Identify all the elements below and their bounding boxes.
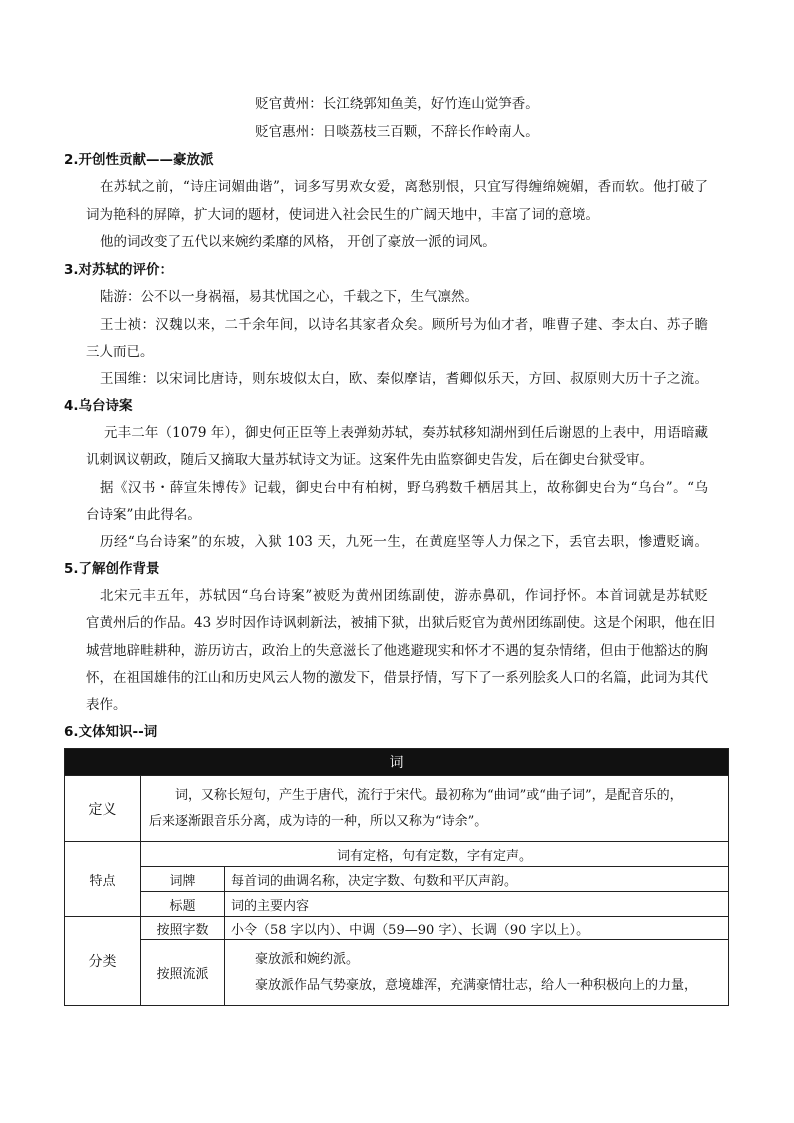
section-3-heading: 3.对苏轼的评价： bbox=[64, 262, 174, 278]
section-4-para-2-line-2: 台诗案”由此得名。 bbox=[86, 507, 201, 523]
by-school-line-1: 豪放派和婉约派。 bbox=[255, 951, 360, 967]
wang-shizhen-quote-line-2: 三人而已。 bbox=[86, 344, 154, 360]
cipai-label: 词牌 bbox=[141, 867, 225, 892]
features-label: 特点 bbox=[65, 842, 141, 917]
classification-label: 分类 bbox=[65, 917, 141, 1006]
by-length-label: 按照字数 bbox=[141, 917, 225, 940]
section-4-heading: 4.乌台诗案 bbox=[64, 398, 133, 414]
section-4-para-3: 历经“乌台诗案”的东坡，入狱 103 天，九死一生，在黄庭坚等人力保之下，丢官去职，惨遭贬谪。 bbox=[100, 534, 708, 550]
definition-line-2: 后来逐渐跟音乐分离，成为诗的一种，所以又称为“诗余”。 bbox=[149, 813, 488, 829]
section-5-line-1: 北宋元丰五年，苏轼因“乌台诗案”被贬为黄州团练副使，游赤鼻矶，作词抒怀。本首词就是苏轼贬 bbox=[100, 588, 708, 604]
section-5-line-5: 表作。 bbox=[86, 697, 127, 713]
by-school-line-2: 豪放派作品气势豪放，意境雄浑，充满豪情壮志，给人一种积极向上的力量， bbox=[255, 977, 698, 993]
section-4-para-2-line-1: 据《汉书・薛宣朱博传》记载，御史台中有柏树，野乌鸦数千栖居其上，故称御史台为“乌台”。“乌 bbox=[100, 480, 708, 496]
section-5-line-3: 城营地辟畦耕种，游历访古，政治上的失意滋长了他逃避现实和怀才不遇的复杂情绪，但由于他豁达的胸 bbox=[86, 643, 708, 659]
section-4-para-1-line-2: 讥刺讽议朝政，随后又摘取大量苏轼诗文为证。这案件先由监察御史告发，后在御史台狱受审。 bbox=[86, 452, 653, 468]
section-2-heading: 2.开创性贡献——豪放派 bbox=[64, 152, 214, 168]
by-school-cell bbox=[225, 940, 729, 1006]
section-5-heading: 5.了解创作背景 bbox=[64, 561, 160, 577]
exile-huangzhou-line: 贬官黄州：长江绕郭知鱼美，好竹连山觉笋香。 bbox=[255, 96, 539, 112]
by-length-value: 小令（58 字以内）、中调（59—90 字）、长调（90 字以上）。 bbox=[225, 917, 729, 940]
title-label: 标题 bbox=[141, 892, 225, 917]
exile-huizhou-line: 贬官惠州：日啖荔枝三百颗，不辞长作岭南人。 bbox=[255, 124, 539, 140]
definition-line-1: 词，又称长短句，产生于唐代，流行于宋代。最初称为“曲词”或“曲子词”，是配音乐的， bbox=[175, 787, 683, 803]
features-summary: 词有定格，句有定数，字有定声。 bbox=[141, 842, 729, 867]
section-4-para-1-line-1: 元丰二年（1079 年），御史何正臣等上表弹劾苏轼，奏苏轼移知湖州到任后谢恩的上表中，用语暗藏 bbox=[104, 425, 708, 441]
wang-shizhen-quote-line-1: 王士祯：汉魏以来，二千余年间，以诗名其家者众矣。顾所号为仙才者，唯曹子建、李太白、苏子瞻 bbox=[100, 317, 708, 333]
ci-knowledge-table bbox=[64, 748, 729, 1006]
section-2-para-2: 他的词改变了五代以来婉约柔靡的风格， 开创了豪放一派的词风。 bbox=[100, 234, 496, 250]
section-6-heading: 6.文体知识--词 bbox=[64, 724, 158, 740]
section-2-para-1-line-2: 词为艳科的屏障，扩大词的题材，使词进入社会民生的广阔天地中，丰富了词的意境。 bbox=[86, 207, 599, 223]
cipai-value: 每首词的曲调名称，决定字数、句数和平仄声韵。 bbox=[225, 867, 729, 892]
lu-you-quote: 陆游：公不以一身祸福，易其忧国之心，千载之下，生气凛然。 bbox=[100, 289, 478, 305]
table-title: 词 bbox=[65, 749, 729, 776]
by-school-label: 按照流派 bbox=[141, 940, 225, 1006]
section-5-line-4: 怀，在祖国雄伟的江山和历史风云人物的激发下，借景抒情，写下了一系列脍炙人口的名篇，此词为其代 bbox=[86, 670, 708, 686]
title-value: 词的主要内容 bbox=[225, 892, 729, 917]
section-5-line-2: 官黄州后的作品。43 岁时因作诗讽刺新法，被捕下狱，出狱后贬官为黄州团练副使。这是个闲职，他在旧 bbox=[86, 615, 715, 631]
wang-guowei-quote: 王国维：以宋词比唐诗，则东坡似太白，欧、秦似摩诘，耆卿似乐天，方回、叔原则大历十子之流。 bbox=[100, 371, 708, 387]
definition-cell bbox=[141, 776, 729, 842]
section-2-para-1-line-1: 在苏轼之前，“诗庄词媚曲谐”，词多写男欢女爱，离愁别恨，只宜写得缠绵婉媚，香而软。他打破了 bbox=[100, 179, 708, 195]
definition-label: 定义 bbox=[65, 776, 141, 842]
